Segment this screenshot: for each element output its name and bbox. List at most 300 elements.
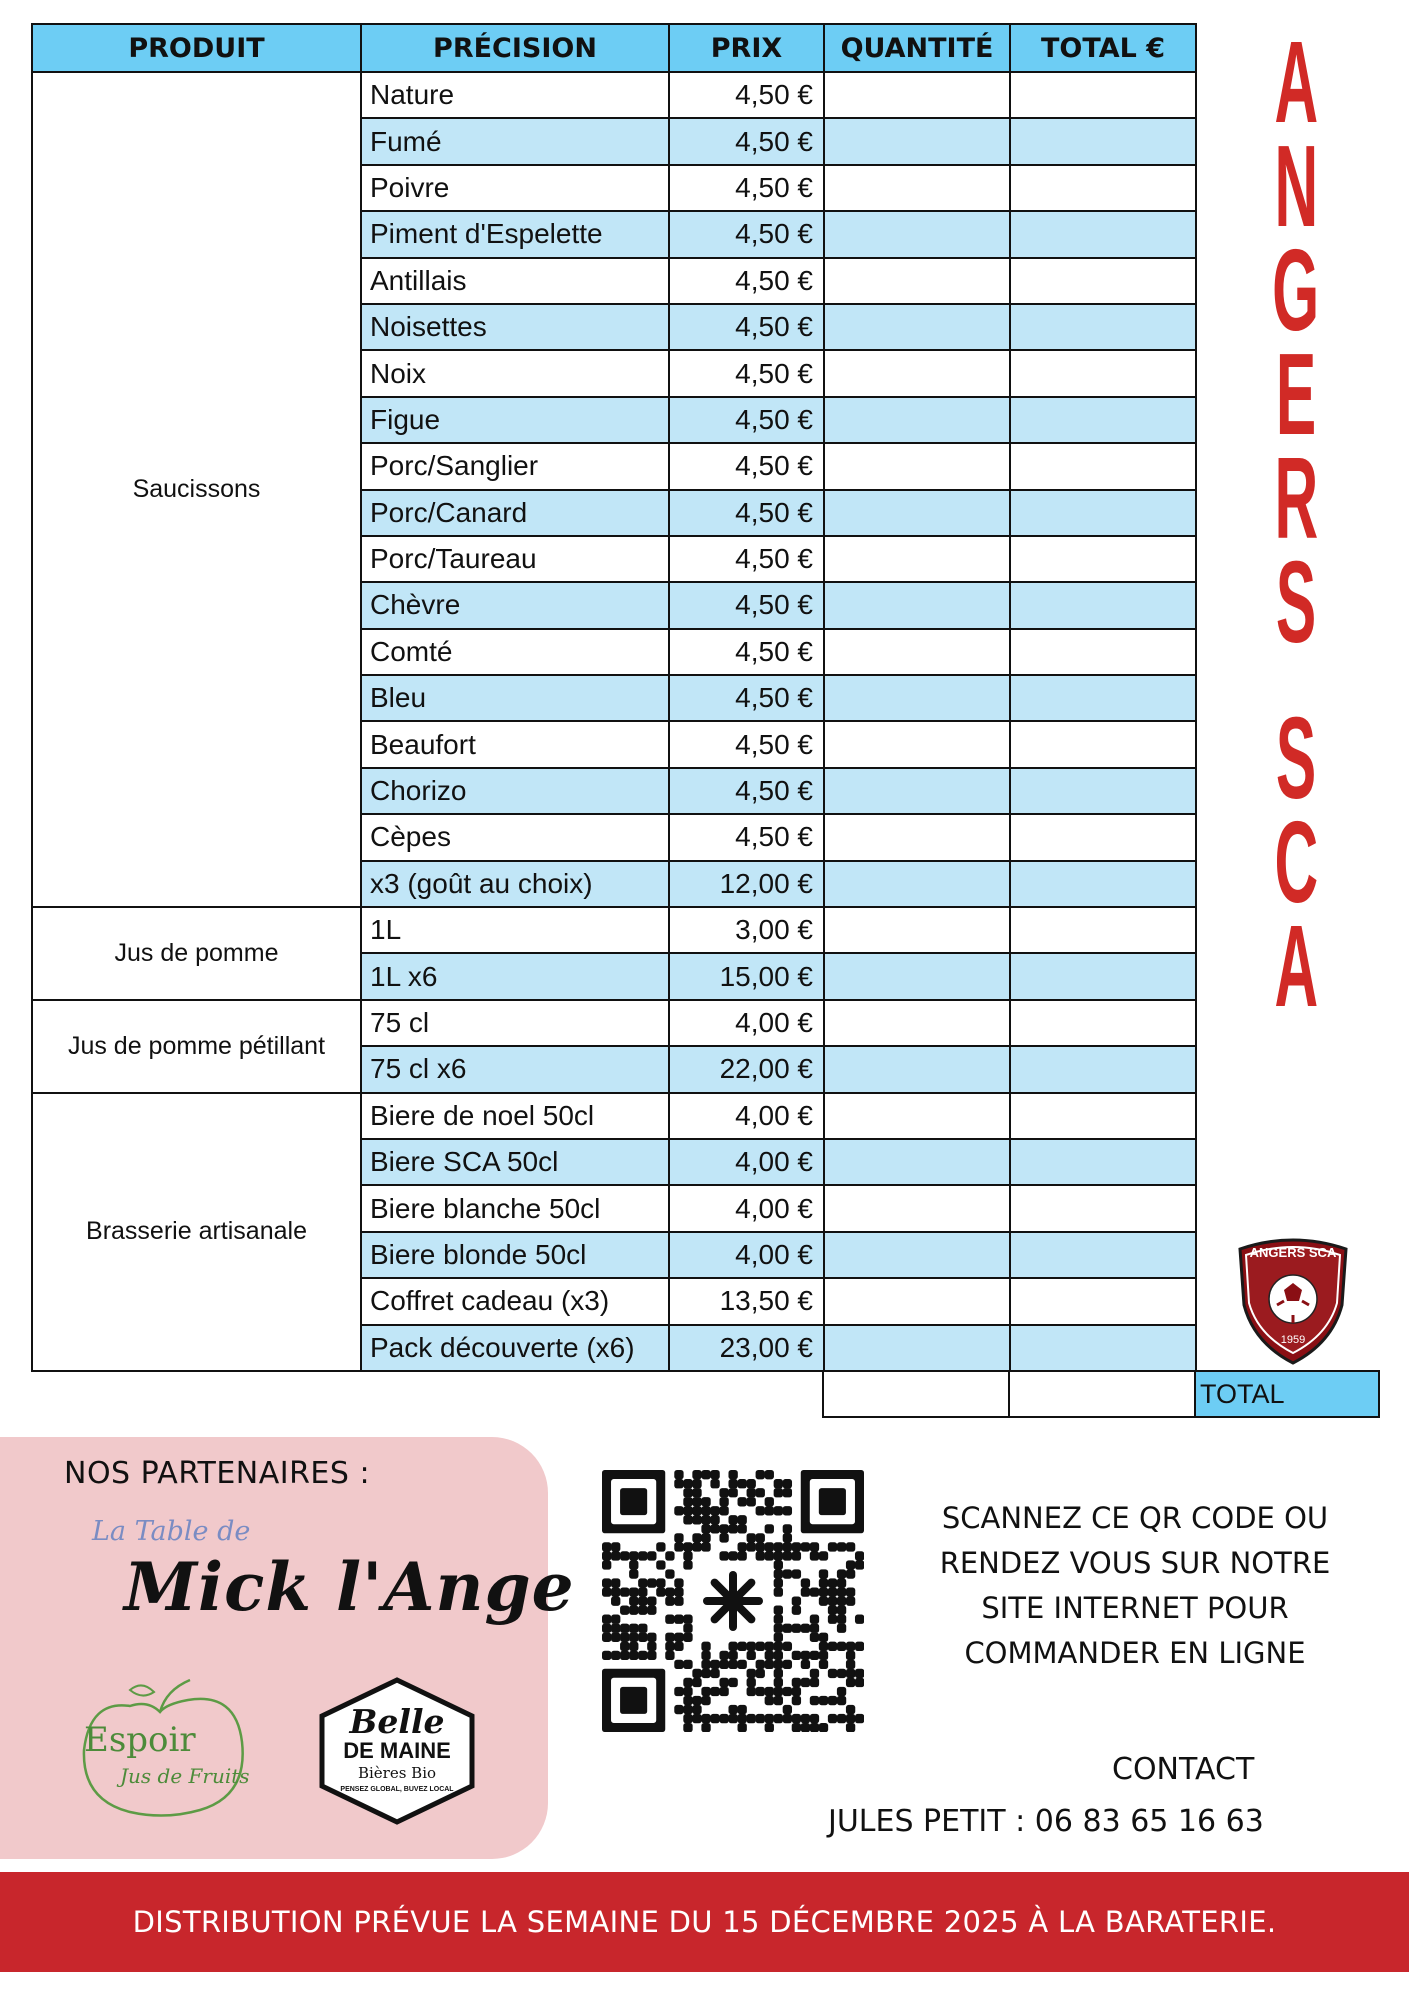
quantity-cell[interactable] <box>824 721 1010 767</box>
qr-module <box>683 1705 692 1714</box>
quantity-cell[interactable] <box>824 536 1010 582</box>
quantity-cell[interactable] <box>824 629 1010 675</box>
table-row <box>32 907 1196 953</box>
qr-module <box>665 1651 674 1660</box>
qr-module <box>810 1633 819 1642</box>
price-cell: 4,50 € <box>669 582 824 628</box>
qr-module <box>683 1497 692 1506</box>
scan-instruction-line: SITE INTERNET POUR <box>981 1591 1289 1625</box>
line-total-cell[interactable] <box>1010 814 1196 860</box>
quantity-cell[interactable] <box>824 165 1010 211</box>
angers-sca-crest-logo <box>1232 1235 1354 1365</box>
line-total-cell[interactable] <box>1010 165 1196 211</box>
table-row <box>32 1000 1196 1046</box>
belle-de-maine-logo <box>312 1676 482 1826</box>
qr-module <box>692 1678 701 1687</box>
line-total-cell[interactable] <box>1010 1139 1196 1185</box>
qr-module <box>629 1651 638 1660</box>
product-cell: Brasserie artisanale <box>32 1093 361 1371</box>
qr-module <box>674 1705 683 1714</box>
qr-module <box>765 1714 774 1723</box>
quantity-cell[interactable] <box>824 675 1010 721</box>
qr-module <box>783 1714 792 1723</box>
qr-module <box>810 1587 819 1596</box>
qr-finder-inner <box>819 1488 846 1515</box>
qr-module <box>674 1506 683 1515</box>
qr-module <box>692 1669 701 1678</box>
qr-module <box>611 1651 620 1660</box>
qr-module <box>629 1624 638 1633</box>
qr-module <box>674 1587 683 1596</box>
qr-module <box>855 1642 864 1651</box>
quantity-cell[interactable] <box>824 1232 1010 1278</box>
qr-module <box>783 1542 792 1551</box>
qr-module <box>683 1624 692 1633</box>
price-cell: 4,50 € <box>669 629 824 675</box>
espoir-jus-de-fruits-logo <box>70 1670 260 1820</box>
contact-phone: JULES PETIT : 06 83 65 16 63 <box>828 1804 1264 1839</box>
qr-module <box>747 1479 756 1488</box>
price-cell: 4,50 € <box>669 258 824 304</box>
qr-module <box>810 1615 819 1624</box>
qr-module <box>611 1551 620 1560</box>
qr-module <box>756 1714 765 1723</box>
line-total-cell[interactable] <box>1010 1185 1196 1231</box>
qr-module <box>611 1542 620 1551</box>
qr-module <box>647 1578 656 1587</box>
qr-module <box>738 1660 747 1669</box>
table-de-mick-lange-logo <box>92 1508 575 1658</box>
qr-module <box>683 1560 692 1569</box>
line-total-cell[interactable] <box>1010 721 1196 767</box>
qr-module <box>710 1714 719 1723</box>
qr-module <box>656 1542 665 1551</box>
qr-module <box>629 1587 638 1596</box>
quantity-cell[interactable] <box>824 582 1010 628</box>
qr-module <box>665 1642 674 1651</box>
qr-module <box>783 1569 792 1578</box>
qr-module <box>810 1714 819 1723</box>
quantity-cell[interactable] <box>824 861 1010 907</box>
price-cell: 4,50 € <box>669 72 824 118</box>
qr-module <box>828 1596 837 1605</box>
price-cell: 4,50 € <box>669 211 824 257</box>
qr-module <box>774 1578 783 1587</box>
qr-module <box>774 1551 783 1560</box>
qr-module <box>774 1615 783 1624</box>
precision-cell: Noix <box>361 350 669 396</box>
qr-module <box>620 1642 629 1651</box>
qr-module <box>665 1615 674 1624</box>
qr-module <box>692 1515 701 1524</box>
qr-module <box>701 1651 710 1660</box>
qr-module <box>846 1569 855 1578</box>
line-total-cell[interactable] <box>1010 72 1196 118</box>
qr-module <box>701 1497 710 1506</box>
qr-module <box>692 1542 701 1551</box>
qr-module <box>774 1633 783 1642</box>
qr-module <box>728 1714 737 1723</box>
qr-module <box>683 1488 692 1497</box>
quantity-cell[interactable] <box>824 907 1010 953</box>
qr-module <box>710 1470 719 1479</box>
line-total-cell[interactable] <box>1010 350 1196 396</box>
qr-module <box>747 1714 756 1723</box>
price-cell: 13,50 € <box>669 1278 824 1324</box>
qr-module <box>602 1560 611 1569</box>
qr-module <box>774 1606 783 1615</box>
crest-name: ANGERS SCA <box>1249 1245 1337 1260</box>
qr-module <box>747 1533 756 1542</box>
qr-module <box>692 1479 701 1488</box>
line-total-cell[interactable] <box>1010 258 1196 304</box>
qr-module <box>647 1596 656 1605</box>
qr-module <box>683 1714 692 1723</box>
qr-module <box>701 1714 710 1723</box>
quantity-cell[interactable] <box>824 72 1010 118</box>
qr-module <box>719 1551 728 1560</box>
precision-cell: 75 cl <box>361 1000 669 1046</box>
quantity-cell[interactable] <box>824 1000 1010 1046</box>
qr-module <box>855 1714 864 1723</box>
qr-module <box>611 1596 620 1605</box>
qr-module <box>837 1624 846 1633</box>
qr-module <box>683 1551 692 1560</box>
qr-module <box>819 1587 828 1596</box>
precision-cell: Pack découverte (x6) <box>361 1325 669 1371</box>
qr-module <box>765 1687 774 1696</box>
qr-module <box>846 1714 855 1723</box>
qr-module <box>719 1506 728 1515</box>
qr-module <box>783 1488 792 1497</box>
quantity-cell[interactable] <box>824 443 1010 489</box>
header-precision: PRÉCISION <box>361 24 669 72</box>
qr-module <box>774 1488 783 1497</box>
vertical-club-title <box>1246 17 1346 1031</box>
qr-module <box>846 1705 855 1714</box>
qr-module <box>620 1624 629 1633</box>
line-total-cell[interactable] <box>1010 211 1196 257</box>
qr-module <box>828 1606 837 1615</box>
qr-module <box>792 1542 801 1551</box>
qr-module <box>792 1714 801 1723</box>
price-cell: 4,50 € <box>669 397 824 443</box>
quantity-cell[interactable] <box>824 1278 1010 1324</box>
line-total-cell[interactable] <box>1010 1232 1196 1278</box>
qr-module <box>765 1696 774 1705</box>
line-total-cell[interactable] <box>1010 1093 1196 1139</box>
quantity-cell[interactable] <box>824 118 1010 164</box>
qr-module <box>756 1470 765 1479</box>
total-amount-cell[interactable] <box>1008 1370 1197 1418</box>
qr-module <box>792 1651 801 1660</box>
vertical-title-letter: N <box>1274 121 1318 251</box>
qr-module <box>828 1615 837 1624</box>
qr-module <box>747 1687 756 1696</box>
quantity-cell[interactable] <box>824 1093 1010 1139</box>
qr-module <box>728 1470 737 1479</box>
line-total-cell[interactable] <box>1010 953 1196 999</box>
qr-module <box>683 1506 692 1515</box>
line-total-cell[interactable] <box>1010 861 1196 907</box>
qr-module <box>747 1488 756 1497</box>
qr-module <box>774 1696 783 1705</box>
qr-module <box>738 1497 747 1506</box>
qr-module <box>801 1714 810 1723</box>
qr-module <box>801 1660 810 1669</box>
line-total-cell[interactable] <box>1010 675 1196 721</box>
qr-module <box>701 1723 710 1732</box>
belle-title: Belle <box>349 1702 445 1741</box>
precision-cell: Beaufort <box>361 721 669 767</box>
scan-instruction-line: RENDEZ VOUS SUR NOTRE <box>939 1546 1331 1580</box>
price-cell: 15,00 € <box>669 953 824 999</box>
price-cell: 4,50 € <box>669 443 824 489</box>
qr-module <box>756 1506 765 1515</box>
qr-module <box>674 1533 683 1542</box>
qr-module <box>683 1615 692 1624</box>
precision-cell: Porc/Taureau <box>361 536 669 582</box>
quantity-cell[interactable] <box>824 1046 1010 1092</box>
qr-module <box>629 1606 638 1615</box>
footer-banner <box>0 1872 1409 1972</box>
qr-module <box>638 1578 647 1587</box>
qr-finder-inner <box>620 1687 647 1714</box>
quantity-cell[interactable] <box>824 768 1010 814</box>
qr-module <box>674 1615 683 1624</box>
qr-module <box>792 1596 801 1605</box>
line-total-cell[interactable] <box>1010 1278 1196 1324</box>
qr-module <box>728 1524 737 1533</box>
quantity-cell[interactable] <box>824 1185 1010 1231</box>
qr-module <box>728 1515 737 1524</box>
qr-module <box>792 1606 801 1615</box>
qr-module <box>629 1569 638 1578</box>
qr-module <box>738 1524 747 1533</box>
qr-module <box>656 1560 665 1569</box>
qr-module <box>683 1678 692 1687</box>
qr-module <box>774 1678 783 1687</box>
line-total-cell[interactable] <box>1010 1046 1196 1092</box>
qr-module <box>774 1560 783 1569</box>
qr-module <box>701 1642 710 1651</box>
vertical-title-letter: A <box>1274 17 1318 147</box>
qr-module <box>638 1551 647 1560</box>
product-cell: Jus de pomme pétillant <box>32 1000 361 1093</box>
qr-module <box>810 1624 819 1633</box>
qr-module <box>774 1506 783 1515</box>
quantity-cell[interactable] <box>824 1325 1010 1371</box>
qr-module <box>710 1660 719 1669</box>
line-total-cell[interactable] <box>1010 1325 1196 1371</box>
quantity-cell[interactable] <box>824 814 1010 860</box>
qr-module <box>819 1642 828 1651</box>
quantity-cell[interactable] <box>824 953 1010 999</box>
qr-module <box>765 1651 774 1660</box>
qr-module <box>602 1624 611 1633</box>
line-total-cell[interactable] <box>1010 118 1196 164</box>
qr-module <box>801 1678 810 1687</box>
qr-module <box>710 1506 719 1515</box>
precision-cell: Porc/Canard <box>361 490 669 536</box>
qr-module <box>710 1479 719 1488</box>
qr-module <box>647 1551 656 1560</box>
quantity-cell[interactable] <box>824 258 1010 304</box>
qr-module <box>846 1542 855 1551</box>
precision-cell: Biere blonde 50cl <box>361 1232 669 1278</box>
line-total-cell[interactable] <box>1010 304 1196 350</box>
scan-instructions <box>920 1496 1350 1676</box>
qr-module <box>783 1533 792 1542</box>
precision-cell: 75 cl x6 <box>361 1046 669 1092</box>
qr-module <box>774 1660 783 1669</box>
qr-module <box>828 1696 837 1705</box>
qr-module <box>683 1723 692 1732</box>
price-cell: 4,50 € <box>669 536 824 582</box>
header-prix: PRIX <box>669 24 824 72</box>
qr-module <box>819 1551 828 1560</box>
qr-module <box>783 1624 792 1633</box>
price-cell: 4,00 € <box>669 1232 824 1278</box>
precision-cell: Chorizo <box>361 768 669 814</box>
qr-module <box>828 1669 837 1678</box>
quantity-cell[interactable] <box>824 211 1010 257</box>
line-total-cell[interactable] <box>1010 1000 1196 1046</box>
qr-module <box>828 1587 837 1596</box>
qr-module <box>674 1687 683 1696</box>
qr-module <box>810 1542 819 1551</box>
qr-module <box>774 1714 783 1723</box>
line-total-cell[interactable] <box>1010 629 1196 675</box>
qr-module <box>846 1651 855 1660</box>
line-total-cell[interactable] <box>1010 490 1196 536</box>
price-cell: 12,00 € <box>669 861 824 907</box>
line-total-cell[interactable] <box>1010 768 1196 814</box>
qr-module <box>801 1723 810 1732</box>
vertical-title-letter: S <box>1275 537 1317 667</box>
price-cell: 4,50 € <box>669 165 824 211</box>
qr-module <box>783 1479 792 1488</box>
line-total-cell[interactable] <box>1010 443 1196 489</box>
total-quantity-cell[interactable] <box>822 1370 1010 1418</box>
qr-module <box>756 1551 765 1560</box>
qr-finder-inner <box>620 1488 647 1515</box>
qr-module <box>692 1488 701 1497</box>
qr-module <box>792 1624 801 1633</box>
qr-module <box>638 1633 647 1642</box>
qr-module <box>638 1651 647 1660</box>
qr-module <box>792 1569 801 1578</box>
qr-module <box>665 1569 674 1578</box>
qr-module <box>819 1569 828 1578</box>
vertical-title-letter: S <box>1275 693 1317 823</box>
qr-module <box>810 1669 819 1678</box>
qr-module <box>747 1669 756 1678</box>
espoir-line1: Espoir <box>84 1720 196 1760</box>
qr-module <box>819 1596 828 1605</box>
qr-module <box>692 1470 701 1479</box>
vertical-title-letter: E <box>1275 329 1317 459</box>
qr-module <box>783 1506 792 1515</box>
qr-module <box>611 1633 620 1642</box>
quantity-cell[interactable] <box>824 1139 1010 1185</box>
qr-module <box>828 1642 837 1651</box>
qr-module <box>747 1642 756 1651</box>
qr-module <box>819 1651 828 1660</box>
qr-module <box>765 1524 774 1533</box>
line-total-cell[interactable] <box>1010 397 1196 443</box>
qr-module <box>620 1651 629 1660</box>
qr-module <box>846 1560 855 1569</box>
qr-module <box>665 1633 674 1642</box>
qr-module <box>765 1642 774 1651</box>
qr-module <box>602 1587 611 1596</box>
qr-code[interactable] <box>602 1470 864 1732</box>
qr-module <box>665 1587 674 1596</box>
qr-module <box>774 1642 783 1651</box>
qr-module <box>738 1723 747 1732</box>
contact-label: CONTACT <box>1112 1752 1255 1787</box>
qr-module <box>846 1669 855 1678</box>
qr-module <box>783 1660 792 1669</box>
qr-module <box>611 1578 620 1587</box>
qr-module <box>728 1705 737 1714</box>
espoir-line2: Jus de Fruits <box>120 1764 250 1788</box>
qr-module <box>837 1669 846 1678</box>
qr-module <box>747 1651 756 1660</box>
qr-module <box>692 1705 701 1714</box>
qr-module <box>774 1624 783 1633</box>
logo-small-text: La Table de <box>92 1516 251 1547</box>
qr-module <box>837 1542 846 1551</box>
qr-module <box>855 1551 864 1560</box>
qr-module <box>774 1687 783 1696</box>
quantity-cell[interactable] <box>824 304 1010 350</box>
qr-module <box>783 1687 792 1696</box>
price-cell: 4,50 € <box>669 490 824 536</box>
qr-module <box>701 1542 710 1551</box>
qr-module <box>837 1615 846 1624</box>
line-total-cell[interactable] <box>1010 536 1196 582</box>
qr-module <box>647 1606 656 1615</box>
qr-module <box>756 1533 765 1542</box>
precision-cell: 1L x6 <box>361 953 669 999</box>
line-total-cell[interactable] <box>1010 907 1196 953</box>
quantity-cell[interactable] <box>824 490 1010 536</box>
qr-module <box>828 1714 837 1723</box>
price-cell: 4,00 € <box>669 1139 824 1185</box>
qr-module <box>738 1705 747 1714</box>
qr-module <box>828 1578 837 1587</box>
qr-module <box>674 1542 683 1551</box>
quantity-cell[interactable] <box>824 350 1010 396</box>
qr-module <box>783 1524 792 1533</box>
vertical-title-letter: C <box>1274 797 1318 927</box>
quantity-cell[interactable] <box>824 397 1010 443</box>
precision-cell: Bleu <box>361 675 669 721</box>
total-label: TOTAL <box>1194 1370 1380 1418</box>
crest-year: 1959 <box>1280 1334 1306 1346</box>
qr-module <box>701 1524 710 1533</box>
qr-module <box>674 1633 683 1642</box>
qr-module <box>837 1606 846 1615</box>
line-total-cell[interactable] <box>1010 582 1196 628</box>
price-cell: 4,50 € <box>669 304 824 350</box>
table-row <box>32 1093 1196 1139</box>
precision-cell: Chèvre <box>361 582 669 628</box>
qr-module <box>719 1714 728 1723</box>
qr-module <box>837 1642 846 1651</box>
